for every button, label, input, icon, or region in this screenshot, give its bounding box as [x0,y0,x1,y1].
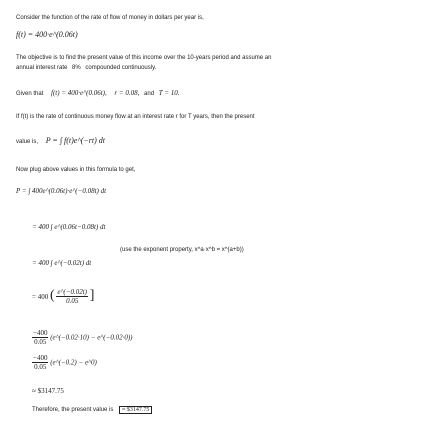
step-4 [32,288,94,305]
step-5 [32,330,132,346]
given-label: Given that [16,91,44,97]
intro-formula: f(t) = 400·e^(0.06t) [16,30,78,39]
objective-line-1: The objective is to find the present value of this income over the 10-years period and assume an [16,55,272,61]
step-5-numerator: −400 [33,329,48,337]
exponent-note: (use the exponent property, x^a·x^b = x^(a+b)) [120,247,244,253]
given-and: and [144,91,155,97]
conclusion [32,406,152,414]
step-4-open-paren: ( [49,288,55,303]
step-3: = 400 ∫ e^(−0.02t) dt [32,259,92,267]
step-6-numerator: −400 [33,354,48,362]
step-5-fraction [32,330,48,346]
objective-prefix: annual interest rate [16,65,68,71]
conclusion-text: Therefore, the present value is [32,407,114,413]
step-4-denominator: 0.05 [66,297,79,306]
definition-line-1: If f(t) is the rate of continuous money flow at an interest rate r for T years, then the present [16,114,255,120]
step-4-coef: = 400 [32,293,49,301]
step-2: = 400 ∫ e^(0.06t−0.08t) dt [32,223,106,231]
step-6 [32,355,97,371]
step-1: P = ∫ 400e^(0.06t)·e^(−0.08t) dt [16,187,107,195]
definition-formula: P = ∫ f(t)e^(−rt) dt [45,136,106,145]
given-line [16,89,179,98]
step-5-denominator: 0.05 [34,338,47,346]
step-6-fraction [32,355,48,371]
objective-rate: 8% [72,65,81,71]
step-6-body: (e^(−0.2) − e^0) [50,358,97,367]
step-4-fraction [56,289,88,305]
step-5-body: (e^(−0.02·10) − e^(−0.02·0)) [50,333,133,342]
step-6-denominator: 0.05 [34,363,47,371]
given-f: f(t) = 400·e^(0.06t), [51,89,107,97]
intro-text: Consider the function of the rate of flow of money in dollars per year is, [16,15,204,21]
objective-line-2 [16,64,156,72]
objective-suffix: compounded continuously. [85,65,157,71]
conclusion-answer: ≈ $3147.75 [119,406,152,414]
definition-prefix: value is, [16,139,39,145]
step-4-numerator: e^(−0.02t) [57,288,88,297]
given-r: r = 0.08, [114,89,140,97]
definition-line-2 [16,137,105,146]
given-T: T = 10. [158,89,180,97]
plug-text: Now plug above values in this formula to get, [16,167,136,173]
step-4-close-bracket: ] [89,288,95,303]
step-result: ≈ $3147.75 [32,387,64,395]
